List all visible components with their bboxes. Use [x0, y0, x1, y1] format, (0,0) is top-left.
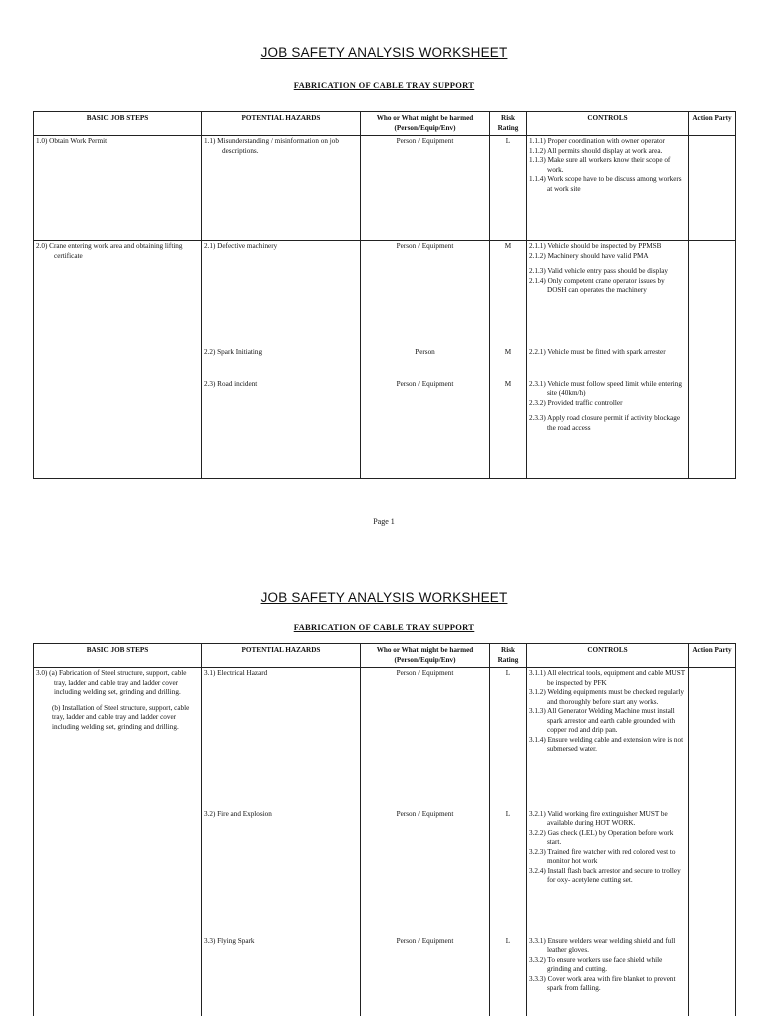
control-item: 2.1.4) Only competent crane operator issues by DOSH can operates the machinery: [529, 276, 665, 294]
control-item: 3.1.3) All Generator Welding Machine must install spark arrestor and earth cable grounded with copper rod and drip pan.: [529, 707, 676, 734]
header-risk: Risk Rating: [490, 112, 527, 136]
control-item: 3.2.1) Valid working fire extinguisher MUST be available during HOT WORK.: [529, 809, 668, 827]
hazard-text: 3.3) Flying Spark: [204, 936, 255, 945]
control-item: 3.3.3) Cover work area with fire blanket to prevent spark from falling.: [529, 974, 676, 992]
hazard-text: 2.1) Defective machinery: [204, 242, 278, 250]
control-item: 3.1.4) Ensure welding cable and extension wire is not submersed water.: [529, 735, 684, 753]
hazard-text: 3.2) Fire and Explosion: [204, 809, 272, 818]
header-steps: BASIC JOB STEPS: [34, 644, 202, 668]
who-text: Person / Equipment: [396, 809, 454, 818]
header-hazards: POTENTIAL HAZARDS: [202, 112, 361, 136]
header-who: Who or What might be harmed (Person/Equip/Env): [361, 112, 490, 136]
who-text: Person: [415, 347, 435, 356]
page-title: JOB SAFETY ANALYSIS WORKSHEET: [260, 590, 508, 605]
step-text: (b) Installation of Steel structure, support, cable tray, ladder and cable tray and ladder cover including welding set, grinding and drilling.: [52, 703, 190, 731]
jsa-table-page2: [33, 643, 736, 1016]
hazard-text: 2.2) Spark Initiating: [204, 347, 263, 356]
table-row: [34, 136, 736, 241]
header-who: Who or What might be harmed (Person/Equip/Env): [361, 644, 490, 668]
header-action: Action Party: [689, 112, 736, 136]
control-item: 1.1.1) Proper coordination with owner operator: [529, 137, 665, 145]
control-item: 3.3.2) To ensure workers use face shield while grinding and cutting.: [529, 955, 663, 973]
risk-rating: L: [505, 669, 511, 677]
step-text: 1.0) Obtain Work Permit: [36, 137, 108, 145]
table-row: [34, 241, 736, 347]
risk-rating: M: [504, 379, 512, 388]
control-item: 2.3.2) Provided traffic controller: [529, 398, 623, 407]
control-item: 2.1.3) Valid vehicle entry pass should be display: [529, 267, 668, 275]
control-item: 3.2.4) Install flash back arrestor and secure to trolley for oxy- acetylene cutting set.: [529, 866, 681, 884]
control-item: 2.2.1) Vehicle must be fitted with spark arrester: [529, 347, 666, 356]
who-text: Person / Equipment: [396, 379, 454, 388]
control-item: 2.1.2) Machinery should have valid PMA: [529, 251, 649, 260]
risk-rating: M: [504, 242, 512, 250]
control-item: 3.1.2) Welding equipments must be checked regularly and thoroughly before start any works.: [529, 688, 684, 706]
step-text: 2.0) Crane entering work area and obtaining lifting certificate: [36, 242, 183, 260]
risk-rating: M: [504, 347, 512, 356]
table-row: [34, 668, 736, 809]
jsa-table-page1: [33, 111, 736, 479]
page-subtitle: FABRICATION OF CABLE TRAY SUPPORT: [293, 622, 475, 632]
header-controls: CONTROLS: [527, 112, 689, 136]
header-steps: BASIC JOB STEPS: [34, 112, 202, 136]
header-controls: CONTROLS: [527, 644, 689, 668]
page-subtitle: FABRICATION OF CABLE TRAY SUPPORT: [293, 80, 475, 90]
control-item: 3.1.1) All electrical tools, equipment and cable MUST be inspected by PFK: [529, 669, 685, 687]
hazard-text: 3.1) Electrical Hazard: [204, 669, 268, 677]
control-item: 1.1.4) Work scope have to be discuss among workers at work site: [529, 175, 682, 193]
header-risk: Risk Rating: [490, 644, 527, 668]
control-item: 1.1.3) Make sure all workers know their scope of work.: [529, 156, 671, 174]
who-text: Person / Equipment: [396, 137, 454, 145]
step-text: 3.0) (a) Fabrication of Steel structure, support, cable tray, ladder and cable tray and ladder cover including welding set, grinding and drilling.: [36, 669, 187, 696]
page-number: Page 1: [373, 517, 395, 526]
risk-rating: L: [505, 809, 511, 818]
control-item: 3.2.2) Gas check (LEL) by Operation before work start.: [529, 828, 674, 846]
who-text: Person / Equipment: [396, 669, 454, 677]
control-item: 2.3.1) Vehicle must follow speed limit while entering site (40km/h): [529, 379, 682, 397]
who-text: Person / Equipment: [396, 242, 454, 250]
hazard-text: 1.1) Misunderstanding / misinformation on job descriptions.: [204, 137, 339, 155]
header-hazards: POTENTIAL HAZARDS: [202, 644, 361, 668]
hazard-text: 2.3) Road incident: [204, 379, 258, 388]
control-item: 3.2.3) Trained fire watcher with red colored vest to monitor hot work: [529, 847, 676, 865]
risk-rating: L: [505, 936, 511, 945]
risk-rating: L: [505, 137, 511, 145]
control-item: 3.3.1) Ensure welders wear welding shield and full leather gloves.: [529, 936, 676, 954]
who-text: Person / Equipment: [396, 936, 454, 945]
page-title: JOB SAFETY ANALYSIS WORKSHEET: [260, 45, 508, 60]
header-action: Action Party: [689, 644, 736, 668]
control-item: 2.1.1) Vehicle should be inspected by PPMSB: [529, 242, 662, 250]
control-item: 2.3.3) Apply road closure permit if activity blockage the road access: [529, 414, 681, 432]
control-item: 1.1.2) All permits should display at work area.: [529, 146, 663, 155]
